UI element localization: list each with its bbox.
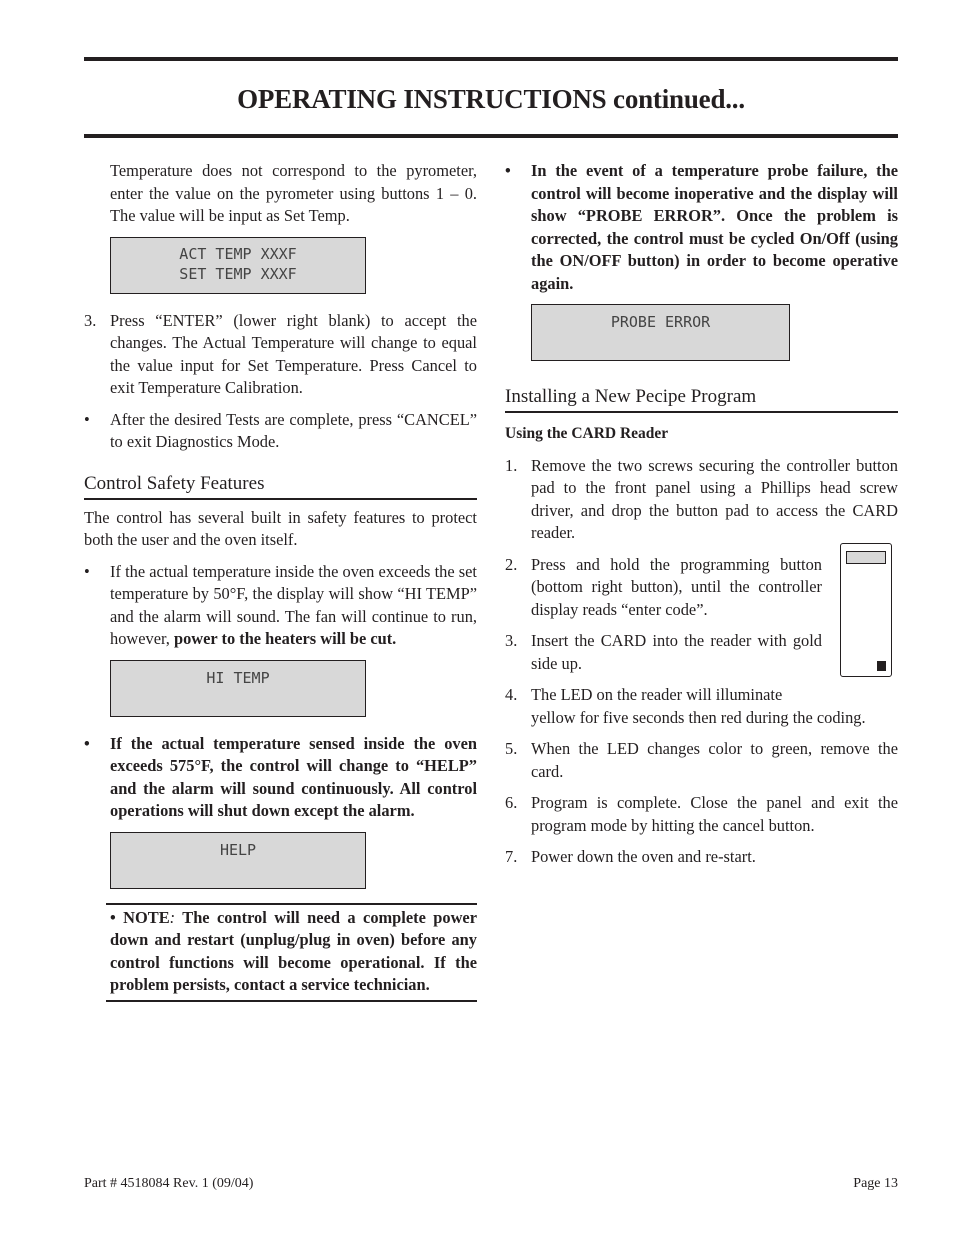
help-display [110,832,366,889]
install-step-6-number: 6. [505,793,518,812]
footer-page-number: Page 13 [853,1176,898,1191]
probe-error-display [531,304,790,361]
install-step-3-text: Insert the CARD into the reader with gold side up. [531,631,822,673]
display-line-act: ACT TEMP XXXF [179,244,297,263]
install-step-5 [505,738,898,783]
display-line-probe-error: PROBE ERROR [610,313,711,331]
install-step-5-text: When the LED changes color to green, remove the card. [531,739,898,781]
card-reader-slot [846,551,886,564]
page-title: OPERATING INSTRUCTIONS continued... [237,84,745,114]
title-bottom-rule [84,134,898,138]
install-step-4-text-line1: The LED on the reader will illuminate [531,685,783,704]
probe-error-text: In the event of a temperature probe failure, the control will become inoperative and the display will show “PROBE ERROR”. Once the problem is corrected, the control must be cycled On/Off (using the ON/OFF button) in order to become operative again. [531,161,898,293]
note-box [106,903,477,1002]
install-step-1-number: 1. [505,455,518,475]
note-colon: : [169,907,176,927]
install-step-3 [505,630,822,675]
hi-temp-display [110,660,366,717]
bullet: • [505,161,511,180]
install-step-7 [505,846,898,869]
card-reader-subheading: Using the CARD Reader [505,425,669,442]
help-text: If the actual temperature sensed inside the oven exceeds 575°F, the control will change to “HELP” and the alarm will sound continuously. All control operations will shut down except the alarm. [110,733,477,820]
step-3 [84,310,477,400]
install-step-5-number: 5. [505,739,518,758]
install-step-6-text: Program is complete. Close the panel and exit the program mode by hitting the cancel button. [531,793,898,835]
display-line-hi-temp: HI TEMP [206,668,270,687]
install-step-2 [505,554,822,622]
install-step-6 [505,792,898,837]
probe-error-bullet [505,160,898,295]
after-tests-text: After the desired Tests are complete, press “CANCEL” to exit Diagnostics Mode. [110,409,477,451]
install-step-1-text: Remove the two screws securing the controller button pad to the front panel using a Phillips head screw driver, and drop the button pad to access the CARD reader. [531,455,898,542]
install-step-1 [505,455,898,545]
bullet: • [84,561,90,581]
left-column [84,160,477,1002]
note-text: The control will need a complete power down and restart (unplug/plug in oven) before any control functions will become operational. If the problem persists, contact a service technician. [110,907,477,994]
card-reader-led-icon [877,661,886,671]
hi-temp-bold-text: power to the heaters will be cut. [173,629,397,648]
install-step-4-text-line2: yellow for five seconds then red during the coding. [531,707,866,727]
install-heading: Installing a New Pecipe Program [505,385,898,413]
install-step-4-number: 4. [505,685,518,704]
footer-part-number: Part # 4518084 Rev. 1 (09/04) [84,1176,254,1191]
note-lead: • NOTE [110,907,170,927]
install-step-3-number: 3. [505,631,518,650]
card-reader-illustration [840,543,892,677]
hi-temp-text: If the actual temperature inside the oven exceeds the set temperature by 50°F, the display will show “HI TEMP” and the alarm will sound. The fan will continue to run, however, [110,561,477,648]
after-tests-bullet [84,409,477,454]
install-step-2-text: Press and hold the programming button (bottom right button), until the controller display reads “enter code”. [531,554,822,619]
install-step-7-number: 7. [505,847,518,866]
step-3-text: Press “ENTER” (lower right blank) to accept the changes. The Actual Temperature will change to equal the value input for Set Temperature. Press Cancel to exit Temperature Calibration. [110,310,477,397]
safety-heading: Control Safety Features [84,472,477,500]
display-line-help: HELP [219,840,257,859]
bullet: • [84,733,90,753]
help-bullet [84,733,477,823]
install-step-4 [505,684,898,729]
step-3-number: 3. [84,310,97,330]
install-step-2-number: 2. [505,554,518,574]
bullet: • [84,409,90,429]
hi-temp-bullet [84,561,477,651]
safety-intro: The control has several built in safety features to protect both the user and the oven itself. [84,507,477,549]
calibration-intro: Temperature does not correspond to the pyrometer, enter the value on the pyrometer using buttons 1 – 0. The value will be input as Set Temp. [110,161,477,225]
act-set-temp-display [110,237,366,294]
display-line-set: SET TEMP XXXF [179,264,297,283]
install-step-7-text: Power down the oven and re-start. [531,847,756,866]
right-column [505,160,898,869]
top-rule [84,57,898,61]
